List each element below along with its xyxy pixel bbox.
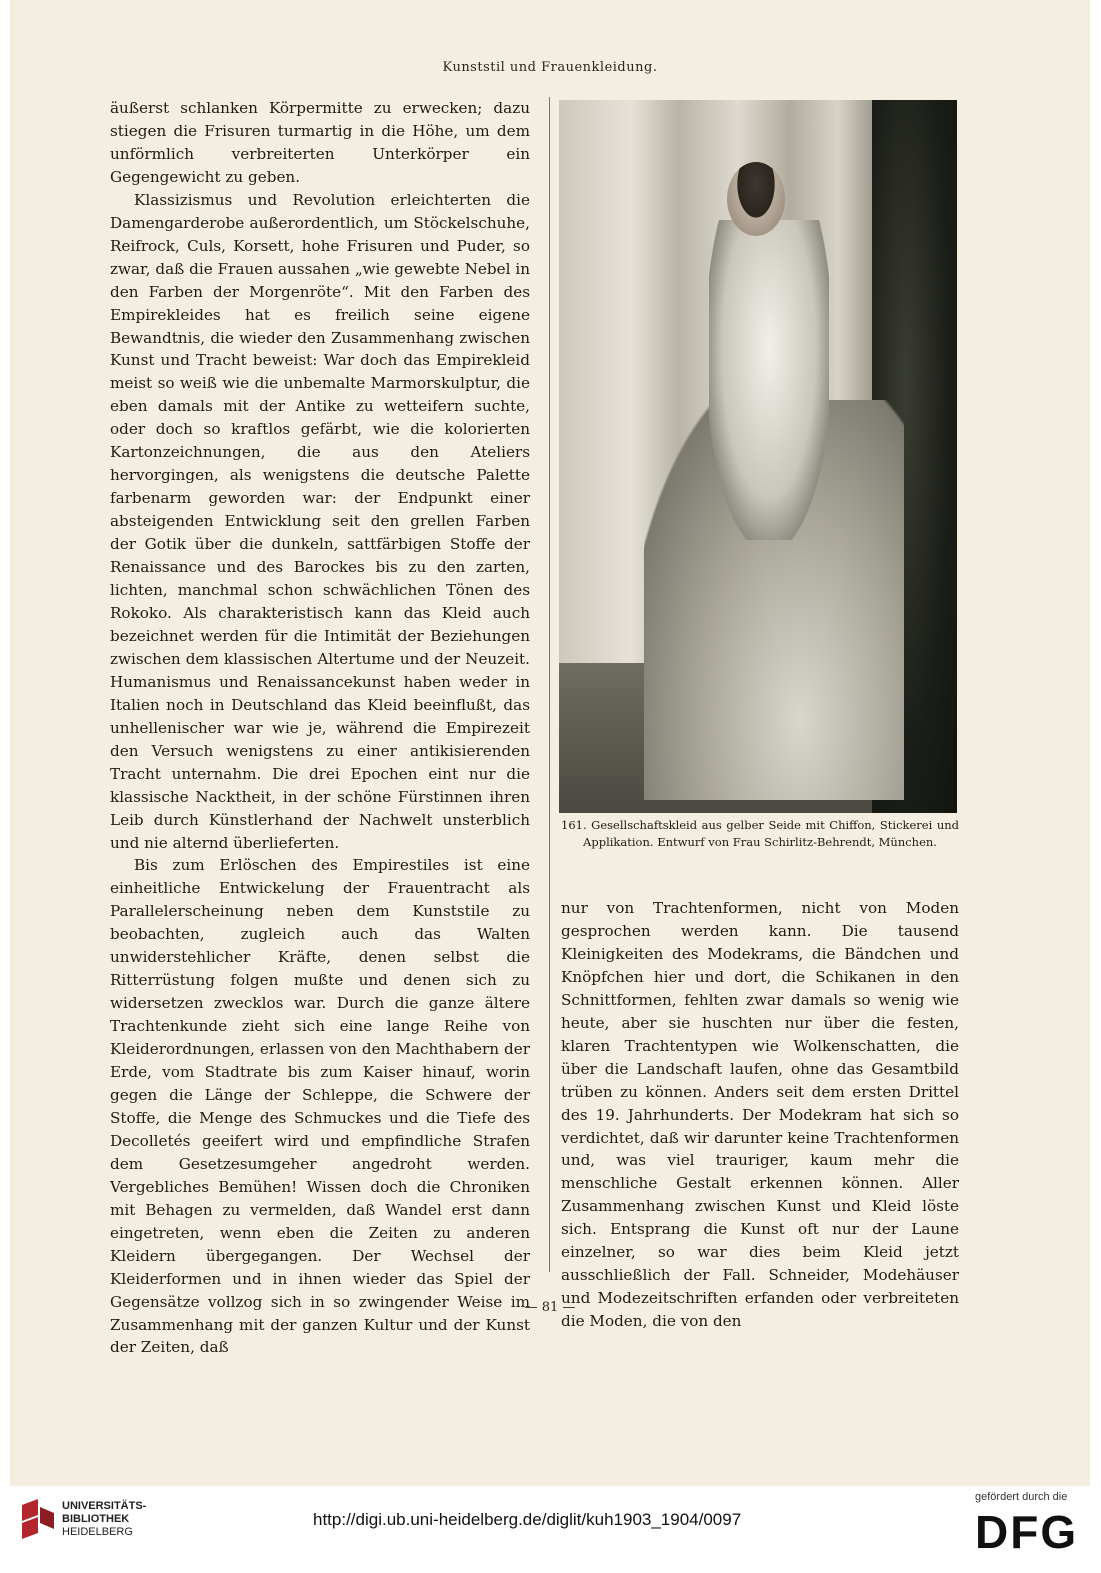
paragraph-3: Bis zum Erlöschen des Empirestiles ist eine einheitliche Entwickelung der Frauentracht als Parallelerscheinung neben dem Kunststile zu beobachten, zugleich auch das Walten unwiderstehlicher Kräfte, denen selbst die Ritterrüstung folgen mußte und denen sich zu widersetzen zwecklos war. Durch die ganze ältere Trachtenkunde zieht sich eine lange Reihe von Kleiderordnungen, erlassen von den Machthabern der Erde, vom Stadtrate bis zum Kaiser hinauf, worin gegen die Länge der Schleppe, die Schwere der Stoffe, die Menge des Schmuckes und die Tiefe des Decolletés geeifert wird und empfindliche Strafen dem Gesetzesumgeher angedroht werden. Vergebliches Bemühen! Wissen doch die Chroniken mit Behagen zu vermelden, daß Wandel erst dann eingetreten, wenn eben die Zeiten zu anderen Kleidern übergegangen. Der Wechsel der Kleiderformen und in ihnen wieder das Spiel der Gegensätze vollzog sich in so zwingender Weise im Zusammenhang mit der ganzen Kultur und der Kunst der Zeiten, daß [110, 856, 530, 1357]
paragraph-4: nur von Trachtenformen, nicht von Moden gesprochen werden kann. Die tausend Kleinigkeiten des Modekrams, die Bändchen und Knöpfchen hier und dort, die Schikanen in den Schnittformen, fehlten zwar damals so wenig wie heute, aber sie huschten nur über die festen, klaren Trachtentypen wie Wolkenschatten, die über die Landschaft laufen, ohne das Gesamtbild trüben zu können. Anders seit dem ersten Drittel des 19. Jahrhunderts. Der Modekram hat sich so verdichtet, daß wir darunter keine Trachtenformen und, was viel trauriger, kaum mehr die menschliche Gestalt erkennen können. Aller Zusammenhang zwischen Kunst und Kleid löste sich. Entsprang die Kunst oft nur der Laune einzelner, so war dies beim Kleid jetzt ausschließlich der Fall. Schneider, Modehäuser und Modezeitschriften erfanden oder verbreiteten die Moden, die von den [561, 899, 959, 1331]
university-library-logo-icon [20, 1499, 56, 1543]
page-number: — 81 — [524, 1300, 576, 1315]
right-text-column [561, 897, 959, 1333]
library-name [62, 1500, 146, 1539]
running-head: Kunststil und Frauenkleidung. [442, 60, 658, 75]
library-line-1: UNIVERSITÄTS- [62, 1500, 147, 1512]
figure-caption: 161. Gesellschaftskleid aus gelber Seide mit Chiffon, Stickerei und Applikation. Entwurf von Frau Schirlitz-Behrendt, München. [561, 818, 959, 849]
photo-head [727, 162, 785, 236]
library-line-2: BIBLIOTHEK [62, 1513, 130, 1525]
permalink-url[interactable]: http://digi.ub.uni-heidelberg.de/diglit/kuh1903_1904/0097 [313, 1510, 742, 1529]
column-divider [549, 97, 550, 1272]
library-line-3: HEIDELBERG [62, 1526, 133, 1538]
viewer-footer [0, 1486, 1101, 1573]
funded-by-label: gefördert durch die [975, 1491, 1068, 1503]
dress-photograph [559, 100, 957, 813]
paragraph-2: Klassizismus und Revolution erleichterten die Damengarderobe außerordentlich, um Stöckelschuhe, Reifrock, Culs, Korsett, hohe Frisuren und Puder, so zwar, daß die Frauen aussahen „wie gewebte Nebel in den Farben der Morgenröte“. Mit den Farben des Empirekleides hat es freilich seine eigene Bewandtnis, die wieder den Zusammenhang zwischen Kunst und Tracht beweist: War doch das Empirekleid meist so weiß wie die unbemalte Marmorskulptur, die eben damals mit der Antike zu wetteifern suchte, oder doch so kraftlos gefärbt, wie die kolorierten Kartonzeichnungen, die aus den Ateliers hervorgingen, als wenigstens die deutsche Palette farbenarm geworden war: der Endpunkt einer absteigenden Entwicklung seit den grellen Farben der Gotik über die dunkeln, sattfärbigen Stoffe der Renaissance und des Barockes bis zu den zarten, lichten, manchmal schon schwächlichen Tönen des Rokoko. Als charakteristisch kann das Kleid auch bezeichnet werden für die Intimität der Beziehungen zwischen dem klassischen Altertume und der Neuzeit. Humanismus und Renaissancekunst haben weder in Italien noch in Deutschland das Kleid beeinflußt, das unhellenischer war wie je, während die Empirezeit den Versuch wenigstens zu einer antikisierenden Tracht unternahm. Die drei Epochen eint nur die klassische Nacktheit, in der schöne Fürstinnen ihren Leib durch Künstlerhand der Nachwelt unsterblich und nie alternd überlieferten. [110, 190, 530, 852]
dfg-logo: DFG [975, 1506, 1079, 1558]
paragraph-1: äußerst schlanken Körpermitte zu erwecken; dazu stiegen die Frisuren turmartig in die Höhe, um dem unförmlich verbreiterten Unterkörper ein Gegengewicht zu geben. [110, 99, 530, 186]
photo-figure [709, 220, 829, 540]
scanned-page [10, 0, 1090, 1486]
left-text-column [110, 97, 530, 1359]
